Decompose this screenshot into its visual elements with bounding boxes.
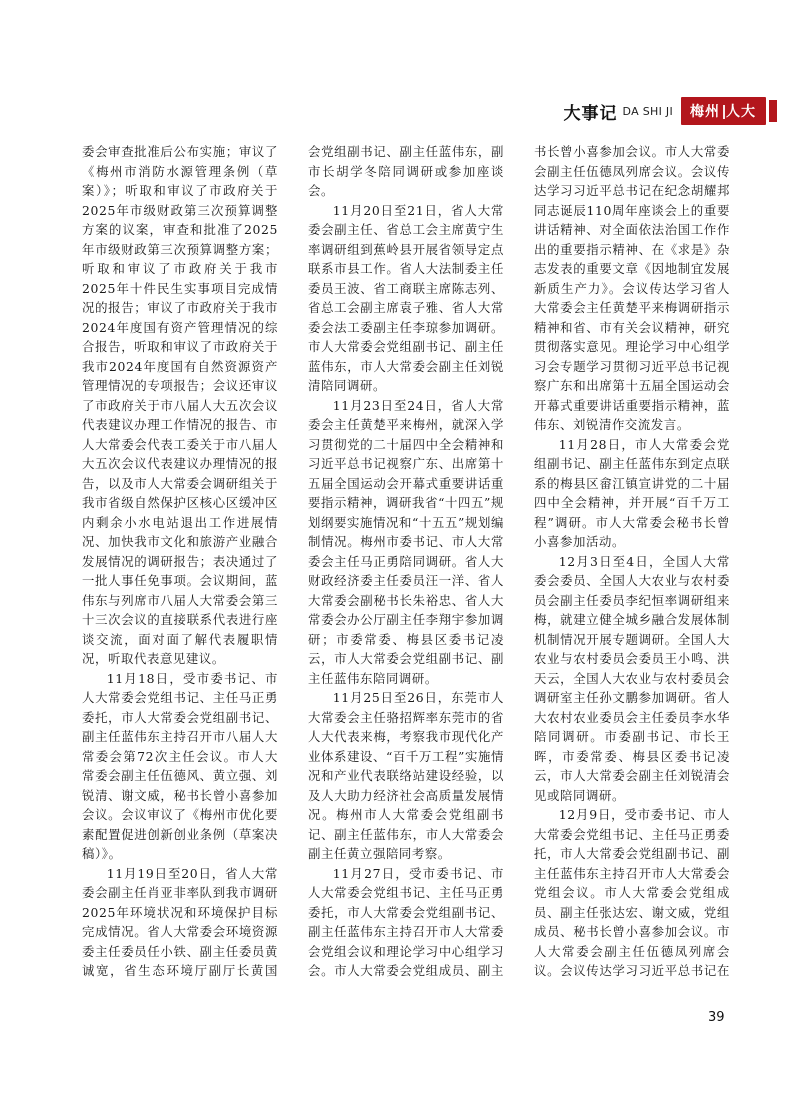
section-pinyin: DA SHI JI [622,104,673,118]
paragraph: 11月25日至26日，东莞市人大常委会主任骆招辉率东莞市的省人大代表来梅，考察我市现代化产业体系建设、“百千万工程”实施情况和产业代表联络站建设经验，以及人大助力经济社会高质量发展情况。梅州市人大常委会党组副书记、副主任蓝伟东，市人大常委会副主任黄立强陪同考察。 [308,690,504,861]
paragraph: 委会审查批准后公布实施；审议了《梅州市消防水源管理条例（草案）》；听取和审议了市政府关于2025年市级财政第三次预算调整方案的议案，审查和批准了2025年市级财政第三次预算调整方案；听取和审议了市政府关于我市2025年十件民生实事项目完成情况的报告；审议了市政府关于我市2024年度国有资产管理情况的综合报告，听取和审议了市政府关于我市2024年度国有自然资源资产管理情况的专项报告；会议还审议了市政府关于市八届人大五次会议代表建议办理工作情况的报告、市人大常委会代表工委关于市八届人大五次会议代表建议办理情况的报告，以及市人大常委会调研组关于我市省级自然保护区核心区缓冲区内剩余小水电站退出工作进展情况、加快我市文化和旅游产业融合发展情况的调研报告；表决通过了一批人事任免事项。会议期间，蓝伟东与列席市八届人大常委会第三十三次会议的直接联系代表进行座谈交流，面对面了解代表履职情况，听取代表意见建议。 [82,144,278,666]
paragraph: 11月18日，受市委书记、市人大常委会党组书记、主任马正勇委托，市人大常委会党组副书记、副主任蓝伟东主持召开市八届人大常委会第72次主任会议。市人大常委会副主任伍德风、黄立强、刘锐清、谢文威，秘书长曾小喜参加会议。会议审议了《梅州市优化要素配置促进创新创业条例（草案决稿）》。 [82,670,278,861]
column-3 [534,142,730,982]
paragraph: 会党组副书记、副主任蓝伟东，副市长胡学冬陪同调研或参加座谈会。 [308,144,504,198]
brand-right: 人大 [726,104,756,120]
paragraph: 书长曾小喜参加会议。市人大常委会副主任伍德凤列席会议。会议传达学习习近平总书记在纪念胡耀邦同志诞辰110周年座谈会上的重要讲话精神、对全面依法治国工作作出的重要指示精神、在《求是》杂志发表的重要文章《因地制宜发展新质生产力》。会议传达学习省人大常委会主任黄楚平来梅调研指示精神和省、市有关会议精神，研究贯彻落实意见。理论学习中心组学习会专题学习贯彻习近平总书记视察广东和出席第十五届全国运动会开幕式重要讲话重要指示精神，蓝伟东、刘锐清作交流发言。 [534,144,730,432]
brand-logo [681,97,766,125]
paragraph: 11月20日至21日，省人大常委会副主任、省总工会主席黄宁生率调研组到蕉岭县开展省领导定点联系市县工作。省人大法制委主任委员王波、省工商联主席陈志列、省总工会副主席袁子雅、省人大常委会法工委副主任李琼参加调研。市人大常委会党组副书记、副主任蓝伟东，市人大常委会副主任刘锐清陪同调研。 [308,202,504,393]
paragraph: 11月23日至24日，省人大常委会主任黄楚平来梅州，就深入学习贯彻党的二十届四中全会精神和习近平总书记视察广东、出席第十五届全国运动会开幕式重要讲话重要指示精神，调研我省“十四五”规划纲要实施情况和“十五五”规划编制情况。梅州市委书记、市人大常委会主任马正勇陪同调研。省人大财政经济委主任委员汪一洋、省人大常委会副秘书长朱裕忠、省人大常委会办公厅副主任李翔宇参加调研；市委常委、梅县区委书记凌云，市人大常委会党组副书记、副主任蓝伟东陪同调研。 [308,397,504,686]
section-title: 大事记 [563,103,618,124]
paragraph: 12月9日，受市委书记、市人大常委会党组书记、主任马正勇委托，市人大常委会党组副书记、副主任蓝伟东主持召开市人大常委会党组会议。市人大常委会党组成员、副主任张达宏、谢文威，党组成员、秘书长曾小喜参加会议。市人大常委会副主任伍德凤列席会议。会议传达学习习近平总书记在 [534,807,730,978]
brand-left: 梅州 [690,104,720,120]
paragraph: 11月28日，市人大常委会党组副书记、副主任蓝伟东到定点联系的梅县区畲江镇宣讲党的二十届四中全会精神，并开展“百千万工程”调研。市人大常委会秘书长曾小喜参加活动。 [534,436,730,549]
column-1 [82,142,278,982]
page-number: 39 [708,1010,725,1025]
paragraph: 11月27日，受市委书记、市人大常委会党组书记、主任马正勇委托，市人大常委会党组副书记、副主任蓝伟东主持召开市人大常委会党组会议和理论学习中心组学习会。市人大常委会党组成员、副主 [308,865,504,978]
article-body [82,142,730,982]
header-tab-marker [769,100,777,122]
page-header [564,96,777,126]
column-2 [308,142,504,982]
paragraph: 11月19日至20日，省人大常委会副主任肖亚非率队到我市调研2025年环境状况和环境保护目标完成情况。省人大常委会环境资源委主任委员任小铁、副主任委员黄诚宽，省生态环境厅副厅长黄国 [82,865,278,978]
brand-separator [723,105,725,119]
paragraph: 12月3日至4日，全国人大常委会委员、全国人大农业与农村委员会副主任委员李纪恒率调研组来梅，就建立健全城乡融合发展体制机制情况开展专题调研。全国人大农业与农村委员会委员王小鸣、洪天云，全国人大农业与农村委员会调研室主任孙文鹏参加调研。省人大农村农业委员会主任委员李水华陪同调研。市委副书记、市长王晖，市委常委、梅县区委书记凌云，市人大常委会副主任刘锐清会见或陪同调研。 [534,553,730,803]
